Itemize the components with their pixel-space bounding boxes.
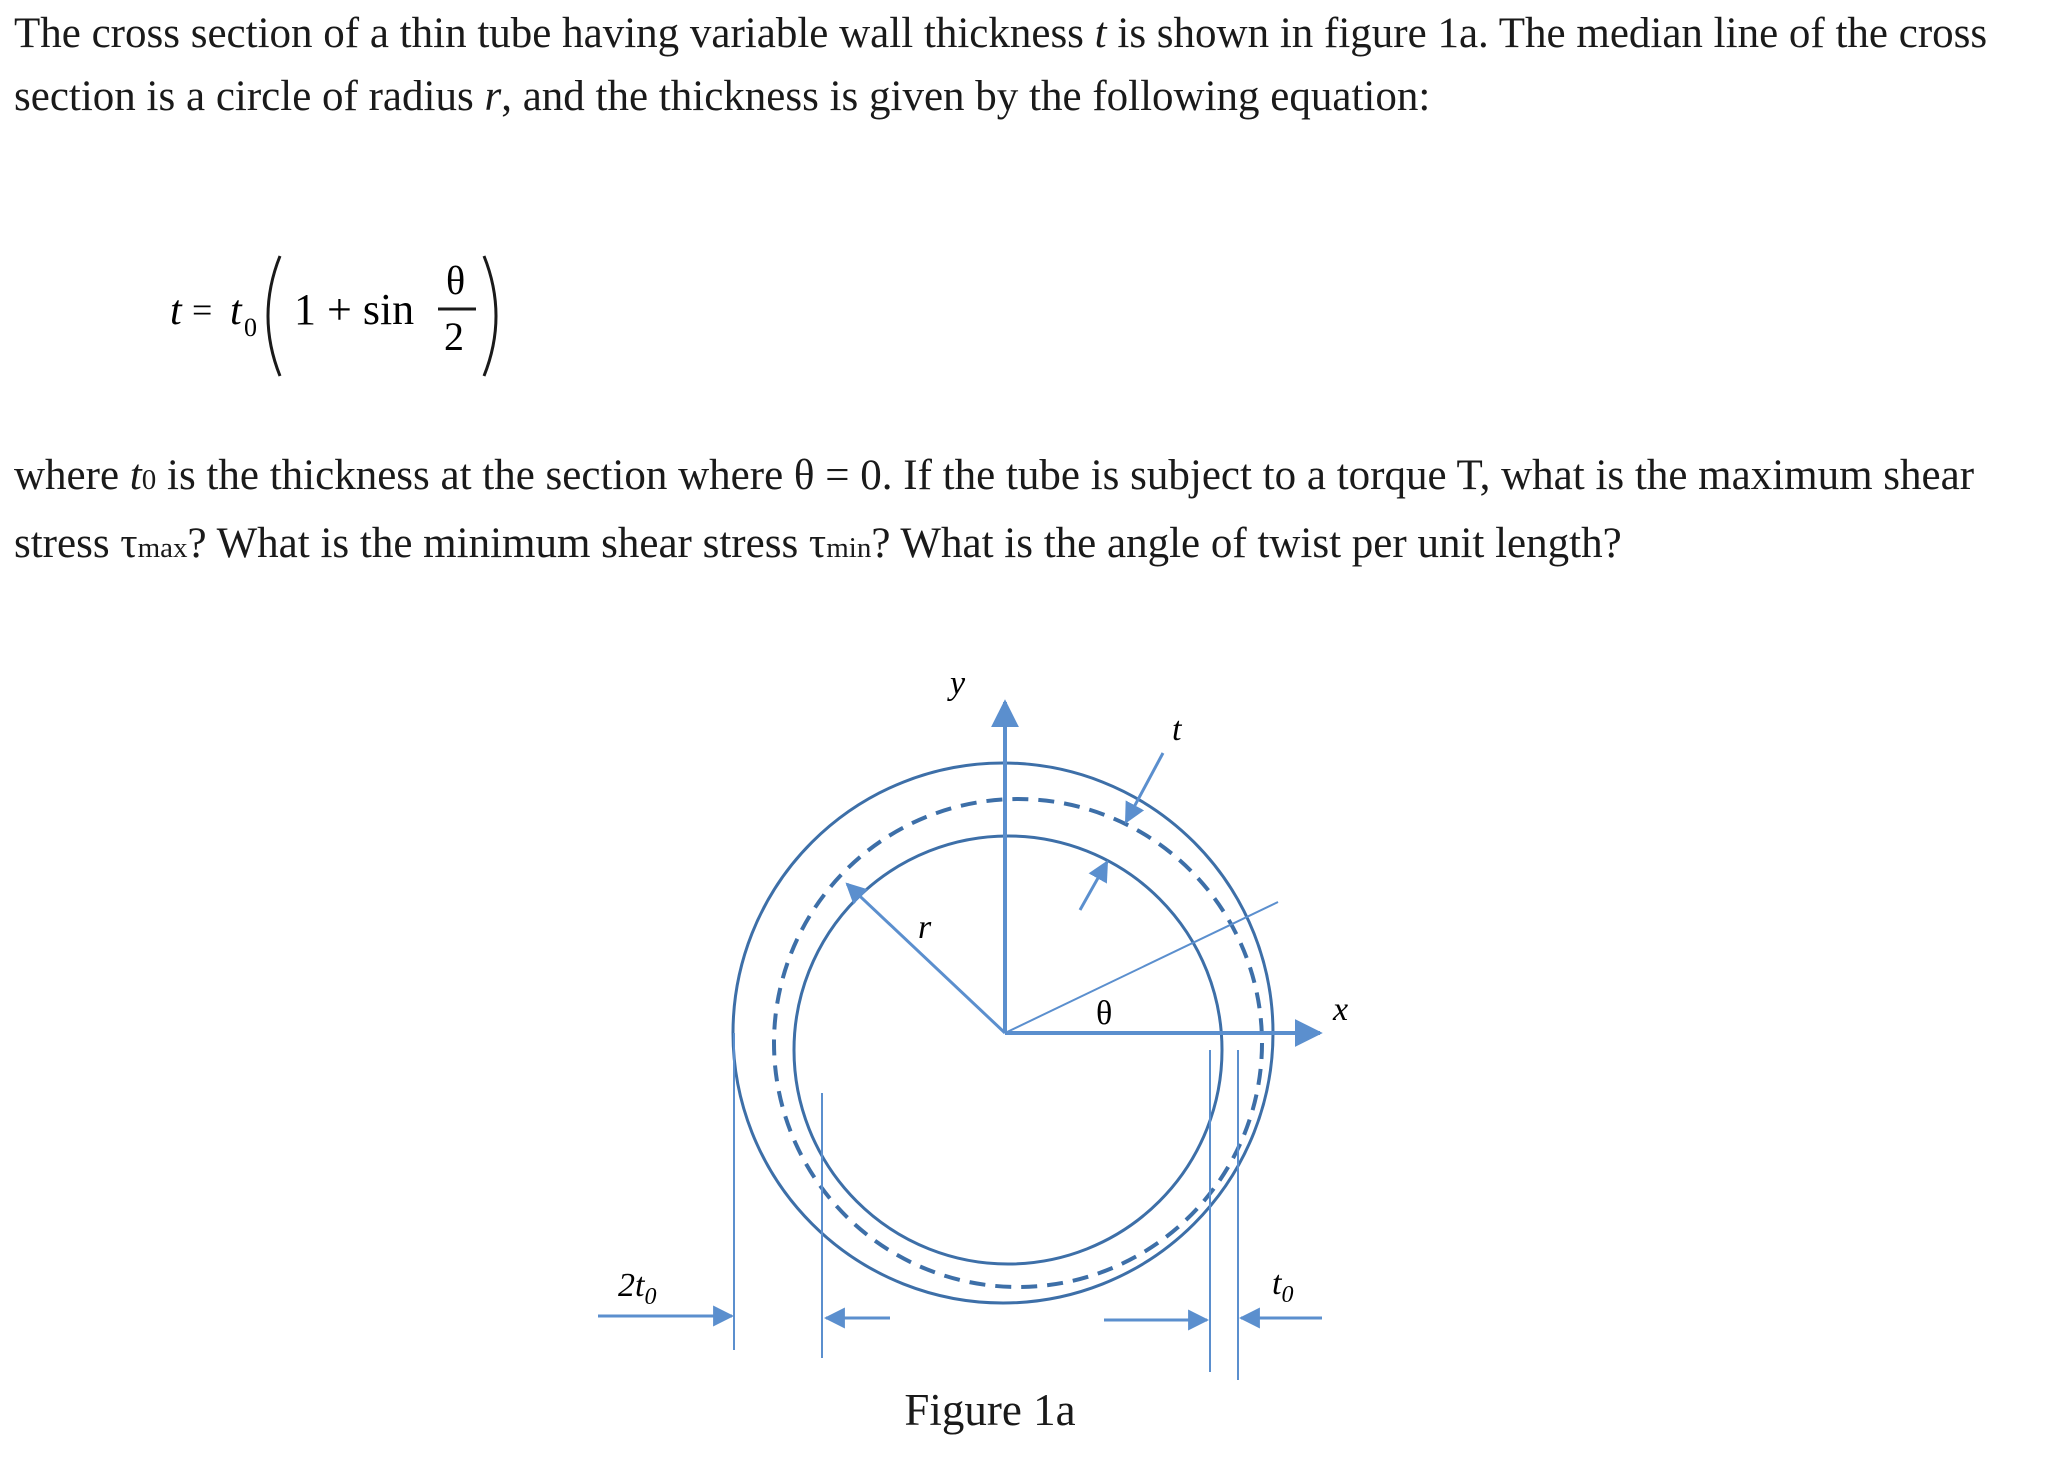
eq-equals: = <box>192 290 213 330</box>
thickness-arrow-inner <box>1080 862 1107 910</box>
tau-max-subscript: max <box>137 532 188 564</box>
radius-label: r <box>918 909 932 946</box>
radius-line <box>847 884 1005 1033</box>
angle-reference-line <box>1005 902 1278 1033</box>
question-paragraph <box>14 444 2014 580</box>
thickness-equation <box>168 238 508 388</box>
intro-text-3: , and the thickness is given by the following equation: <box>501 73 1431 120</box>
tube-cross-section-figure <box>560 640 1380 1400</box>
eq-numerator: θ <box>446 258 466 303</box>
eq-right-paren <box>484 256 496 376</box>
thickness-label: t <box>1172 711 1182 748</box>
figure-caption: Figure 1a <box>904 1385 1076 1435</box>
question-text-2: is the thickness at the section where θ = 0. If the tube is subject to a torque T, what is the maximum shear stress τ <box>14 452 1975 567</box>
t0-subscript: 0 <box>141 464 157 496</box>
median-line-circle <box>774 799 1262 1287</box>
left-dim-label: $2t_0$ <box>618 1267 657 1310</box>
eq-left-paren <box>268 256 280 376</box>
right-dim-label: $t_0$ <box>1272 1265 1294 1308</box>
eq-one-plus-sin: 1 + sin <box>294 285 415 334</box>
intro-text-2: is shown in figure 1a. The median line of the cross section is a circle of radius <box>14 10 1988 120</box>
y-axis-label: y <box>950 665 966 702</box>
tube-inner-wall <box>794 836 1222 1264</box>
question-text-1: where <box>14 452 130 499</box>
r-symbol: r <box>484 73 502 120</box>
question-text-3: ? What is the minimum shear stress τ <box>187 520 827 567</box>
eq-lhs: t <box>170 288 182 334</box>
eq-t0-base: t <box>230 288 242 334</box>
t0-symbol: t <box>129 452 142 499</box>
angle-theta-label: θ <box>1096 995 1113 1032</box>
x-axis-label: x <box>1333 991 1349 1028</box>
intro-paragraph <box>14 2 2014 128</box>
intro-text-1: The cross section of a thin tube having variable wall thickness <box>14 10 1095 57</box>
eq-t0-sub: 0 <box>244 313 257 342</box>
tau-min-subscript: min <box>826 532 872 564</box>
t-symbol: t <box>1094 10 1107 57</box>
eq-denominator: 2 <box>444 314 464 359</box>
question-text-4: ? What is the angle of twist per unit length? <box>871 520 1622 567</box>
